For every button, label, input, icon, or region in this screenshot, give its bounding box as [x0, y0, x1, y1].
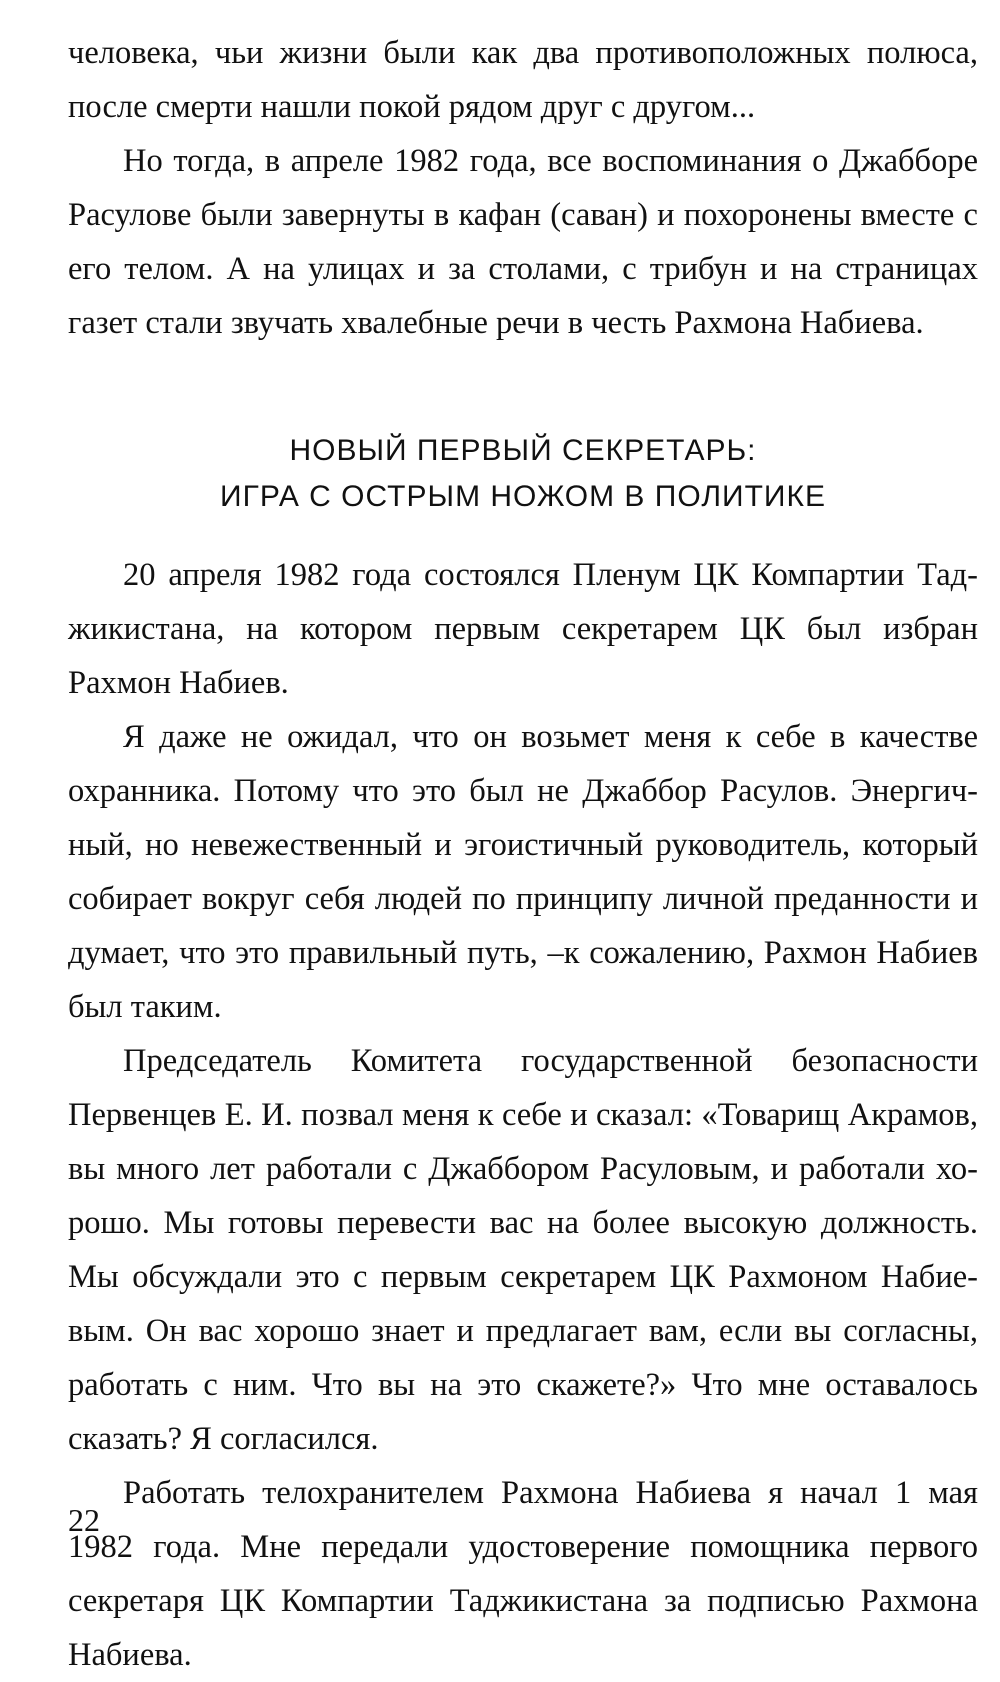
- section-heading-line-1: НОВЫЙ ПЕРВЫЙ СЕКРЕТАРЬ:: [289, 434, 757, 467]
- paragraph: Но тогда, в апреле 1982 года, все воспоминания о Джабборе Расулове были завернуты в кафан (саван) и похоронены вместе с его телом. А на улицах и за столами, с трибун и на страницах газет стали звучать хвалебные речи в честь Рахмона Набиева.: [68, 143, 978, 341]
- book-page: [68, 26, 978, 1682]
- paragraph-continued: человека, чьи жизни были как два противоположных полюса, после смерти нашли покой рядом друг с другом...: [68, 35, 978, 125]
- paragraph: Работать телохранителем Рахмона Набиева я начал 1 мая 1982 года. Мне передали удостоверение помощника первого секретаря ЦК Компартии Таджикистана за подписью Рахмона Набиева.: [68, 1475, 978, 1673]
- page-number: 22: [68, 1502, 100, 1538]
- section-heading: [68, 428, 978, 520]
- paragraph: Председатель Комитета государственной безопасности Первенцев Е. И. позвал меня к себе и сказал: «Товарищ Акрамов, вы много лет работали с Джаббором Расуловым, и работали хорошо. Мы готовы перевести вас на более высокую должность. Мы обсуждали это с первым секретарем ЦК Рахмоном Набиевым. Он вас хорошо знает и предлагает вам, если вы согласны, работать с ним. Что вы на это скажете?» Что мне оставалось сказать? Я согласился.: [68, 1043, 978, 1457]
- paragraph: 20 апреля 1982 года состоялся Пленум ЦК Компартии Таджикистана, на котором первым секретарем ЦК был избран Рахмон Набиев.: [68, 557, 978, 701]
- paragraph: Я даже не ожидал, что он возьмет меня к себе в качестве охранника. Потому что это был не Джаббор Расулов. Энергичный, но невежественный и эгоистичный руководитель, который собирает вокруг себя людей по принципу личной преданности и думает, что это правильный путь, –к сожалению, Рахмон Набиев был таким.: [68, 719, 978, 1025]
- section-heading-line-2: ИГРА С ОСТРЫМ НОЖОМ В ПОЛИТИКЕ: [220, 480, 826, 513]
